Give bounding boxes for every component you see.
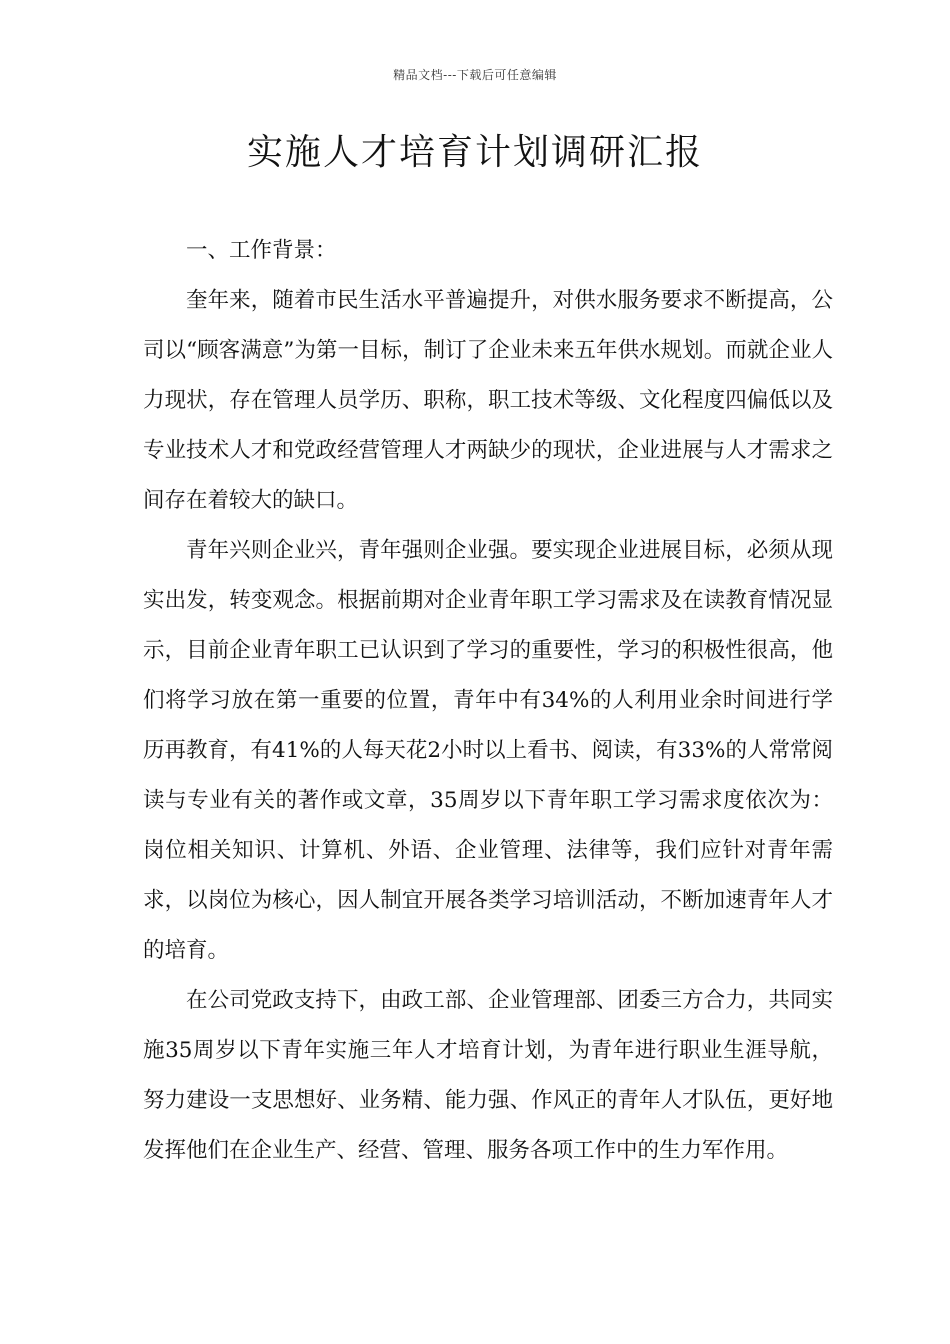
header-note: 精品文档---下载后可任意编辑 xyxy=(393,68,557,82)
paragraph-2: 青年兴则企业兴，青年强则企业强。要实现企业进展目标，必须从现实出发，转变观念。根据前期对企业青年职工学习需求及在读教育情况显示，目前企业青年职工已认识到了学习的重要性，学习的积极性很高，他们将学习放在第一重要的位置，青年中有34%的人利用业余时间进行学历再教育，有41%的人每天花2小时以上看书、阅读，有33%的人常常阅读与专业有关的著作或文章，35周岁以下青年职工学习需求度依次为：岗位相关知识、计算机、外语、企业管理、法律等，我们应针对青年需求，以岗位为核心，因人制宜开展各类学习培训活动，不断加速青年人才的培育。 xyxy=(143,538,833,963)
document-body xyxy=(143,226,833,1176)
paragraph-1: 奎年来，随着市民生活水平普遍提升，对供水服务要求不断提高，公司以“顾客满意”为第一目标，制订了企业未来五年供水规划。而就企业人力现状，存在管理人员学历、职称，职工技术等级、文化程度四偏低以及专业技术人才和党政经营管理人才两缺少的现状，企业进展与人才需求之间存在着较大的缺口。 xyxy=(143,288,833,513)
paragraph-3: 在公司党政支持下，由政工部、企业管理部、团委三方合力，共同实施35周岁以下青年实施三年人才培育计划，为青年进行职业生涯导航，努力建设一支思想好、业务精、能力强、作风正的青年人才队伍，更好地发挥他们在企业生产、经营、管理、服务各项工作中的生力军作用。 xyxy=(143,988,833,1163)
section-heading: 一、工作背景： xyxy=(186,238,337,263)
document-title: 实施人才培育计划调研汇报 xyxy=(246,132,703,173)
